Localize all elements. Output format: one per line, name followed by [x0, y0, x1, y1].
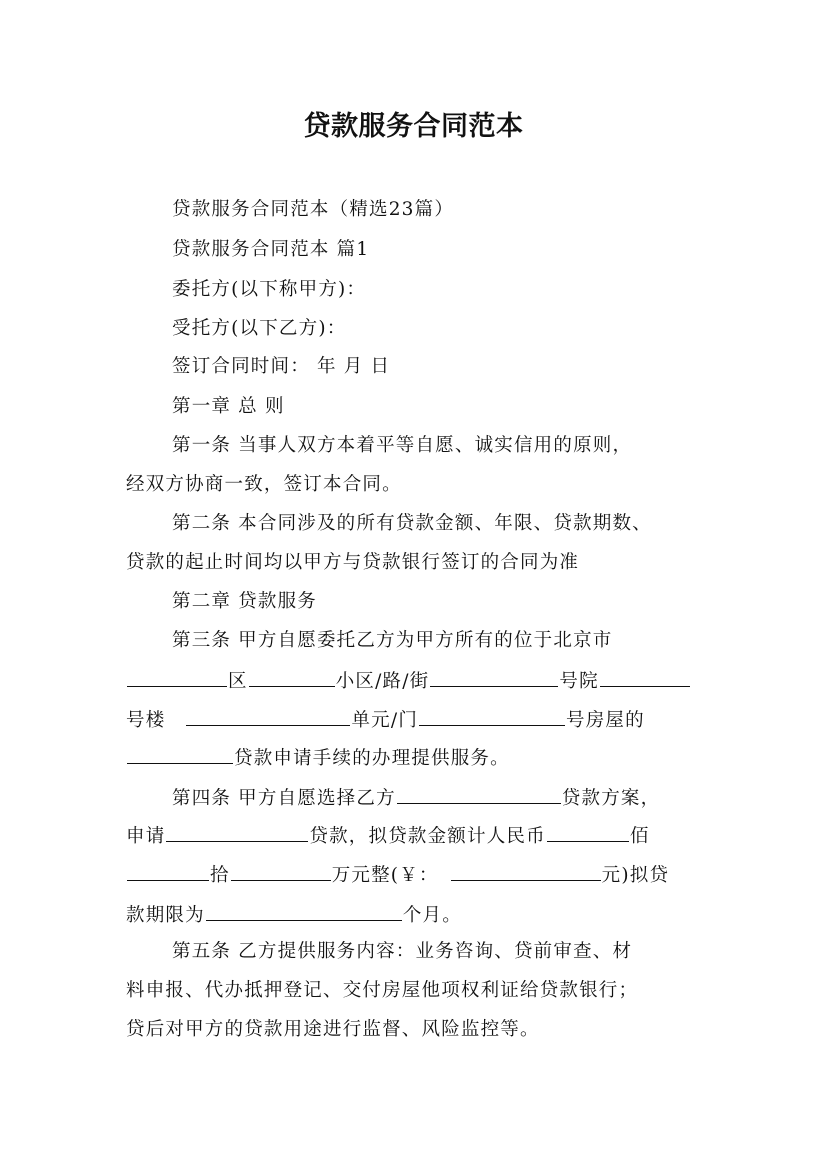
blank-field: [231, 862, 331, 881]
text-segment: 申请: [126, 826, 166, 847]
blank-field: [430, 668, 558, 687]
article-line: 料申报、代办抵押登记、交付房屋他项权利证给贷款银行；: [126, 980, 639, 1001]
text-segment: 元)拟贷: [601, 865, 670, 886]
blank-field: [451, 862, 601, 881]
party-b-line: 受托方(以下乙方)：: [172, 318, 347, 339]
address-line: [126, 668, 691, 694]
blank-field: [547, 823, 629, 842]
blank-field: [127, 668, 227, 687]
text-segment: 款期限为: [126, 905, 205, 926]
address-line: [126, 707, 645, 733]
signing-date-line: 签订合同时间： 年 月 日: [172, 356, 391, 377]
article-line: 第一条 当事人双方本着平等自愿、诚实信用的原则，: [172, 435, 633, 456]
article-line: [126, 862, 669, 888]
article-line: [126, 902, 462, 928]
text-segment: 佰: [629, 826, 650, 847]
blank-field: [127, 862, 209, 881]
blank-field: [166, 823, 308, 842]
chapter-heading: 第一章 总 则: [172, 396, 285, 417]
blank-field: [249, 668, 335, 687]
text-segment: 个月。: [402, 905, 462, 926]
article-line: [126, 745, 510, 771]
blank-field: [186, 707, 350, 726]
section-heading: 贷款服务合同范本 篇1: [172, 239, 370, 260]
text-segment: 第四条 甲方自愿选择乙方: [172, 788, 396, 809]
text-segment: 号房屋的: [566, 710, 645, 731]
article-line: 经双方协商一致，签订本合同。: [126, 474, 402, 495]
text-segment: 小区/路/街: [335, 671, 430, 692]
text-segment: 号楼: [126, 710, 173, 731]
text-segment: 区: [228, 671, 248, 692]
article-line: [126, 823, 650, 849]
text-segment: 单元/门: [351, 710, 419, 731]
blank-field: [419, 707, 565, 726]
text-segment: 贷款方案，: [561, 788, 661, 809]
party-a-line: 委托方(以下称甲方)：: [172, 279, 367, 300]
blank-field: [127, 745, 233, 764]
document-title: 贷款服务合同范本: [303, 111, 524, 142]
text-segment: 万元整(￥：: [331, 865, 439, 886]
text-segment: 贷款，拟贷款金额计人民币: [309, 826, 546, 847]
text-segment: 拾: [210, 865, 230, 886]
subtitle-line: 贷款服务合同范本（精选23篇）: [172, 199, 455, 220]
blank-field: [206, 902, 402, 921]
article-line: [172, 785, 660, 811]
article-line: 第五条 乙方提供服务内容：业务咨询、贷前审查、材: [172, 941, 633, 962]
text-segment: 贷款申请手续的办理提供服务。: [234, 748, 510, 769]
text-segment: 号院: [559, 671, 599, 692]
article-line: 第三条 甲方自愿委托乙方为甲方所有的位于北京市: [172, 630, 613, 651]
article-line: 贷后对甲方的贷款用途进行监督、风险监控等。: [126, 1019, 540, 1040]
article-line: 第二条 本合同涉及的所有贷款金额、年限、贷款期数、: [172, 513, 652, 534]
chapter-heading: 第二章 贷款服务: [172, 591, 317, 612]
blank-field: [600, 668, 690, 687]
article-line: 贷款的起止时间均以甲方与贷款银行签订的合同为准: [126, 552, 580, 573]
blank-field: [397, 785, 561, 804]
